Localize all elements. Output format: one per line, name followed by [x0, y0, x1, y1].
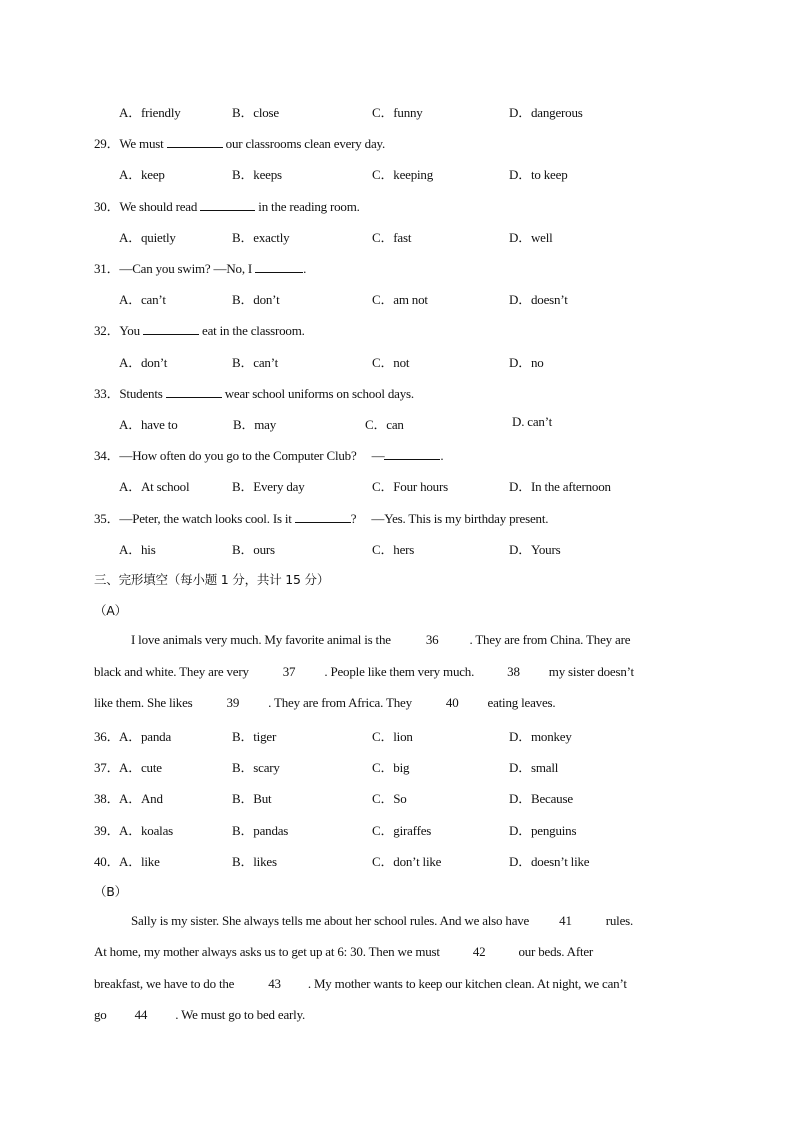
question-number: 33． [94, 386, 120, 401]
question-number: 32． [94, 323, 120, 338]
section-title: 三、完形填空（每小题 1 分，共计 15 分） [94, 572, 330, 587]
passage-line [94, 976, 627, 992]
option-d: D．to keep [509, 167, 568, 182]
question-text: eat in the classroom. [202, 323, 305, 338]
option-a: A．keep [119, 167, 165, 182]
option-d: D．monkey [509, 729, 572, 744]
question-text: Students [119, 386, 163, 401]
passage-line [131, 913, 633, 929]
option-c: C．Four hours [372, 479, 448, 494]
question-number: 34． [94, 448, 120, 463]
blank-number: 40 [445, 695, 459, 710]
passage-text: Sally is my sister. She always tells me about her school rules. And we also have [131, 913, 530, 928]
answer-blank [295, 511, 351, 523]
option-c: C．can [365, 417, 404, 432]
option-b: B．likes [232, 854, 277, 869]
option-b: B．exactly [232, 230, 290, 245]
question-text: our classrooms clean every day. [225, 136, 386, 151]
blank-number: 41 [559, 913, 572, 928]
question-number: 39． [94, 823, 120, 838]
question-34 [94, 445, 443, 464]
passage-line [94, 664, 634, 680]
option-a: A．like [119, 854, 160, 869]
answer-blank [384, 448, 440, 460]
question-31 [94, 258, 306, 277]
passage-text: eating leaves. [487, 695, 556, 710]
option-c: C．fast [372, 230, 412, 245]
blank-number: 37 [282, 664, 296, 679]
question-number: 37． [94, 760, 120, 775]
option-d: D．Yours [509, 542, 561, 557]
option-b: B．But [232, 791, 272, 806]
option-d: D．well [509, 230, 553, 245]
question-text: —Peter, the watch looks cool. Is it [119, 511, 292, 526]
option-d: D．In the afternoon [509, 479, 611, 494]
question-text: wear school uniforms on school days. [224, 386, 414, 401]
passage-text: . My mother wants to keep our kitchen clean. At night, we can’t [307, 976, 627, 991]
passage-text: . We must go to bed early. [175, 1007, 306, 1022]
question-text: in the reading room. [258, 199, 360, 214]
passage-text: At home, my mother always asks us to get up at 6: 30. Then we must [94, 944, 440, 959]
passage-text: . People like them very much. [324, 664, 475, 679]
option-a: A．cute [119, 760, 162, 775]
option-d: D．dangerous [509, 105, 583, 120]
question-text: —Can you swim? —No, I [119, 261, 253, 276]
question-number: 31． [94, 261, 120, 276]
option-d: D．no [509, 355, 544, 370]
passage-text: . They are from China. They are [469, 632, 631, 647]
passage-text: breakfast, we have to do the [94, 976, 235, 991]
passage-text: . They are from Africa. They [268, 695, 412, 710]
question-text: . [303, 261, 307, 276]
option-c: C．keeping [372, 167, 434, 182]
question-text: —Yes. This is my birthday present. [371, 511, 549, 526]
option-d: D．doesn’t like [509, 854, 590, 869]
passage-text: go [94, 1007, 107, 1022]
passage-line [131, 632, 630, 648]
question-number: 38． [94, 791, 120, 806]
option-a: A．And [119, 791, 163, 806]
blank-number: 43 [268, 976, 281, 991]
option-c: C．not [372, 355, 410, 370]
option-b: B．Every day [232, 479, 305, 494]
option-d: D．Because [509, 791, 573, 806]
option-c: C．don’t like [372, 854, 442, 869]
option-b: B．don’t [232, 292, 280, 307]
blank-number: 44 [134, 1007, 148, 1022]
option-c: C．hers [372, 542, 415, 557]
question-text: ? [350, 511, 357, 526]
question-text: — [371, 448, 385, 463]
passage-a-label: （A） [94, 603, 127, 618]
blank-number: 38 [507, 664, 520, 679]
passage-b-label: （B） [94, 884, 127, 899]
option-c: C．funny [372, 105, 423, 120]
question-text: We must [119, 136, 164, 151]
blank-number: 42 [472, 944, 486, 959]
option-b: B．close [232, 105, 279, 120]
option-a: A．can’t [119, 292, 166, 307]
question-number: 35． [94, 511, 120, 526]
question-text: . [440, 448, 444, 463]
passage-text: rules. [605, 913, 634, 928]
option-b: B．may [233, 417, 277, 432]
answer-blank [167, 136, 223, 148]
blank-number: 39 [226, 695, 240, 710]
passage-text: black and white. They are very [94, 664, 249, 679]
option-b: B．ours [232, 542, 275, 557]
question-33 [94, 383, 414, 402]
answer-blank [166, 386, 222, 398]
option-c: C．So [372, 791, 407, 806]
passage-text: like them. She likes [94, 695, 193, 710]
question-number: 40． [94, 854, 120, 869]
answer-blank [255, 261, 303, 273]
option-d: D. can’t [512, 414, 553, 429]
option-b: B．keeps [232, 167, 282, 182]
question-32 [94, 320, 305, 339]
option-c: C．big [372, 760, 410, 775]
option-a: A．panda [119, 729, 172, 744]
option-a: A．his [119, 542, 156, 557]
passage-text: I love animals very much. My favorite animal is the [131, 632, 391, 647]
question-29 [94, 133, 385, 152]
question-text: —How often do you go to the Computer Club? [119, 448, 357, 463]
option-c: C．lion [372, 729, 413, 744]
passage-text: my sister doesn’t [548, 664, 634, 679]
passage-text: our beds. After [518, 944, 594, 959]
option-c: C．giraffes [372, 823, 432, 838]
question-number: 30． [94, 199, 120, 214]
option-b: B．pandas [232, 823, 289, 838]
answer-blank [200, 199, 255, 211]
option-a: A．don’t [119, 355, 168, 370]
question-number: 36． [94, 729, 120, 744]
option-d: D．doesn’t [509, 292, 568, 307]
question-35 [94, 508, 548, 527]
answer-blank [143, 323, 199, 335]
option-a: A．friendly [119, 105, 181, 120]
option-a: A．At school [119, 479, 190, 494]
option-a: A．quietly [119, 230, 176, 245]
option-d: D．penguins [509, 823, 577, 838]
option-a: A．have to [119, 417, 178, 432]
blank-number: 36 [425, 632, 439, 647]
option-b: B．scary [232, 760, 280, 775]
option-c: C．am not [372, 292, 428, 307]
passage-line [94, 1007, 305, 1023]
passage-line [94, 944, 593, 960]
question-text: We should read [119, 199, 198, 214]
question-text: You [119, 323, 140, 338]
passage-line [94, 695, 555, 711]
option-b: B．can’t [232, 355, 279, 370]
question-30 [94, 196, 360, 215]
question-number: 29． [94, 136, 120, 151]
option-d: D．small [509, 760, 559, 775]
option-a: A．koalas [119, 823, 173, 838]
option-b: B．tiger [232, 729, 277, 744]
